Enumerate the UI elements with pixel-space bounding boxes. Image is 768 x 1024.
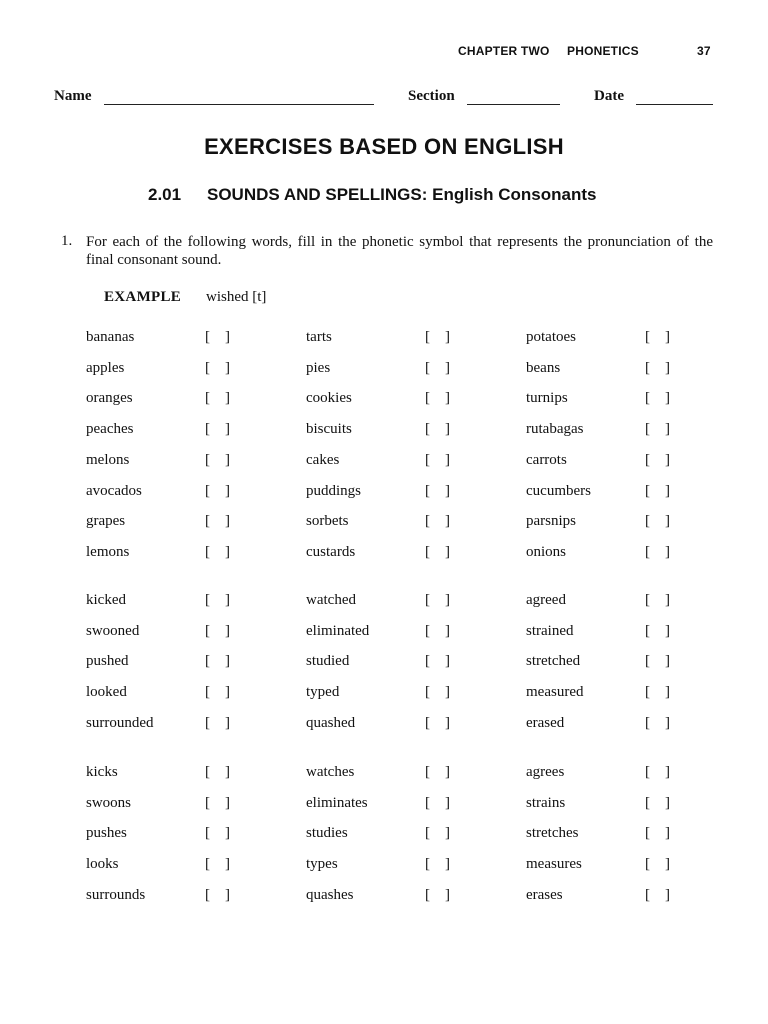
word-item: turnips — [526, 390, 568, 406]
answer-bracket[interactable]: [ ] — [425, 452, 450, 468]
word-item: measured — [526, 684, 584, 700]
answer-bracket[interactable]: [ ] — [205, 544, 230, 560]
answer-bracket[interactable]: [ ] — [645, 329, 670, 345]
answer-bracket[interactable]: [ ] — [645, 825, 670, 841]
answer-bracket[interactable]: [ ] — [425, 795, 450, 811]
answer-bracket[interactable]: [ ] — [645, 452, 670, 468]
answer-bracket[interactable]: [ ] — [205, 764, 230, 780]
answer-bracket[interactable]: [ ] — [425, 623, 450, 639]
word-item: stretched — [526, 653, 581, 669]
answer-bracket[interactable]: [ ] — [645, 421, 670, 437]
word-item: kicked — [86, 592, 126, 608]
word-item: erases — [526, 887, 563, 903]
word-item: agreed — [526, 592, 566, 608]
answer-bracket[interactable]: [ ] — [205, 856, 230, 872]
answer-bracket[interactable]: [ ] — [645, 653, 670, 669]
word-item: looked — [86, 684, 127, 700]
answer-bracket[interactable]: [ ] — [205, 592, 230, 608]
question-number: 1. — [61, 233, 73, 249]
answer-bracket[interactable]: [ ] — [205, 513, 230, 529]
word-item: cookies — [306, 390, 352, 406]
answer-bracket[interactable]: [ ] — [645, 623, 670, 639]
word-item: onions — [526, 544, 567, 560]
word-item: swooned — [86, 623, 140, 639]
answer-bracket[interactable]: [ ] — [205, 360, 230, 376]
answer-bracket[interactable]: [ ] — [425, 684, 450, 700]
word-item: cucumbers — [526, 483, 591, 499]
section-label: Section — [408, 88, 455, 104]
word-item: stretches — [526, 825, 579, 841]
answer-bracket[interactable]: [ ] — [205, 390, 230, 406]
question-text: For each of the following words, fill in the phonetic symbol that represents the pronunciation of the final consonant sound. — [86, 234, 713, 268]
word-item: studied — [306, 653, 350, 669]
word-item: studies — [306, 825, 348, 841]
word-item: sorbets — [306, 513, 349, 529]
word-item: eliminates — [306, 795, 368, 811]
answer-bracket[interactable]: [ ] — [205, 715, 230, 731]
subtitle-text: SOUNDS AND SPELLINGS: English Consonants — [207, 185, 597, 204]
word-item: potatoes — [526, 329, 576, 345]
answer-bracket[interactable]: [ ] — [425, 360, 450, 376]
answer-bracket[interactable]: [ ] — [205, 421, 230, 437]
word-item: surrounds — [86, 887, 146, 903]
word-item: looks — [86, 856, 119, 872]
answer-bracket[interactable]: [ ] — [645, 764, 670, 780]
word-item: cakes — [306, 452, 340, 468]
word-item: pushed — [86, 653, 129, 669]
running-header-section: PHONETICS — [567, 44, 639, 58]
word-item: types — [306, 856, 338, 872]
answer-bracket[interactable]: [ ] — [205, 483, 230, 499]
word-item: watched — [306, 592, 356, 608]
answer-bracket[interactable]: [ ] — [205, 623, 230, 639]
page-number: 37 — [697, 44, 711, 58]
word-item: grapes — [86, 513, 126, 529]
word-item: peaches — [86, 421, 134, 437]
word-item: quashes — [306, 887, 354, 903]
answer-bracket[interactable]: [ ] — [645, 544, 670, 560]
word-item: apples — [86, 360, 125, 376]
answer-bracket[interactable]: [ ] — [425, 856, 450, 872]
date-label: Date — [594, 88, 624, 104]
word-item: erased — [526, 715, 565, 731]
word-item: watches — [306, 764, 355, 780]
word-item: quashed — [306, 715, 356, 731]
answer-bracket[interactable]: [ ] — [645, 684, 670, 700]
name-label: Name — [54, 88, 92, 104]
answer-bracket[interactable]: [ ] — [425, 483, 450, 499]
word-item: rutabagas — [526, 421, 584, 437]
word-item: custards — [306, 544, 356, 560]
answer-bracket[interactable]: [ ] — [645, 887, 670, 903]
answer-bracket[interactable]: [ ] — [645, 483, 670, 499]
word-item: eliminated — [306, 623, 370, 639]
word-item: beans — [526, 360, 561, 376]
answer-bracket[interactable]: [ ] — [645, 592, 670, 608]
example-label: EXAMPLE — [104, 289, 182, 305]
answer-bracket[interactable]: [ ] — [425, 421, 450, 437]
answer-bracket[interactable]: [ ] — [425, 592, 450, 608]
answer-bracket[interactable]: [ ] — [425, 390, 450, 406]
word-item: swoons — [86, 795, 132, 811]
answer-bracket[interactable]: [ ] — [425, 887, 450, 903]
word-item: strains — [526, 795, 566, 811]
word-item: typed — [306, 684, 340, 700]
answer-bracket[interactable]: [ ] — [205, 452, 230, 468]
word-item: puddings — [306, 483, 362, 499]
answer-bracket[interactable]: [ ] — [205, 653, 230, 669]
word-item: melons — [86, 452, 130, 468]
answer-bracket[interactable]: [ ] — [425, 329, 450, 345]
answer-bracket[interactable]: [ ] — [205, 887, 230, 903]
answer-bracket[interactable]: [ ] — [425, 513, 450, 529]
answer-bracket[interactable]: [ ] — [425, 825, 450, 841]
word-item: lemons — [86, 544, 130, 560]
word-item: bananas — [86, 329, 135, 345]
answer-bracket[interactable]: [ ] — [645, 360, 670, 376]
word-item: oranges — [86, 390, 133, 406]
word-item: agrees — [526, 764, 565, 780]
subtitle-number: 2.01 — [148, 185, 182, 204]
answer-bracket[interactable]: [ ] — [205, 825, 230, 841]
word-item: tarts — [306, 329, 332, 345]
answer-bracket[interactable]: [ ] — [645, 390, 670, 406]
word-item: parsnips — [526, 513, 576, 529]
running-header-chapter: CHAPTER TWO — [458, 44, 550, 58]
answer-bracket[interactable]: [ ] — [205, 329, 230, 345]
answer-bracket[interactable]: [ ] — [645, 513, 670, 529]
word-item: avocados — [86, 483, 142, 499]
answer-bracket[interactable]: [ ] — [425, 653, 450, 669]
word-item: strained — [526, 623, 574, 639]
word-item: carrots — [526, 452, 567, 468]
word-item: surrounded — [86, 715, 154, 731]
page-title: EXERCISES BASED ON ENGLISH — [204, 134, 564, 159]
answer-bracket[interactable]: [ ] — [645, 856, 670, 872]
word-item: kicks — [86, 764, 118, 780]
word-item: pushes — [86, 825, 127, 841]
answer-bracket[interactable]: [ ] — [425, 764, 450, 780]
word-item: biscuits — [306, 421, 352, 437]
example-text: wished [t] — [206, 289, 267, 305]
answer-bracket[interactable]: [ ] — [645, 715, 670, 731]
answer-bracket[interactable]: [ ] — [205, 795, 230, 811]
word-item: pies — [306, 360, 331, 376]
answer-bracket[interactable]: [ ] — [425, 715, 450, 731]
answer-bracket[interactable]: [ ] — [425, 544, 450, 560]
answer-bracket[interactable]: [ ] — [645, 795, 670, 811]
word-item: measures — [526, 856, 582, 872]
answer-bracket[interactable]: [ ] — [205, 684, 230, 700]
